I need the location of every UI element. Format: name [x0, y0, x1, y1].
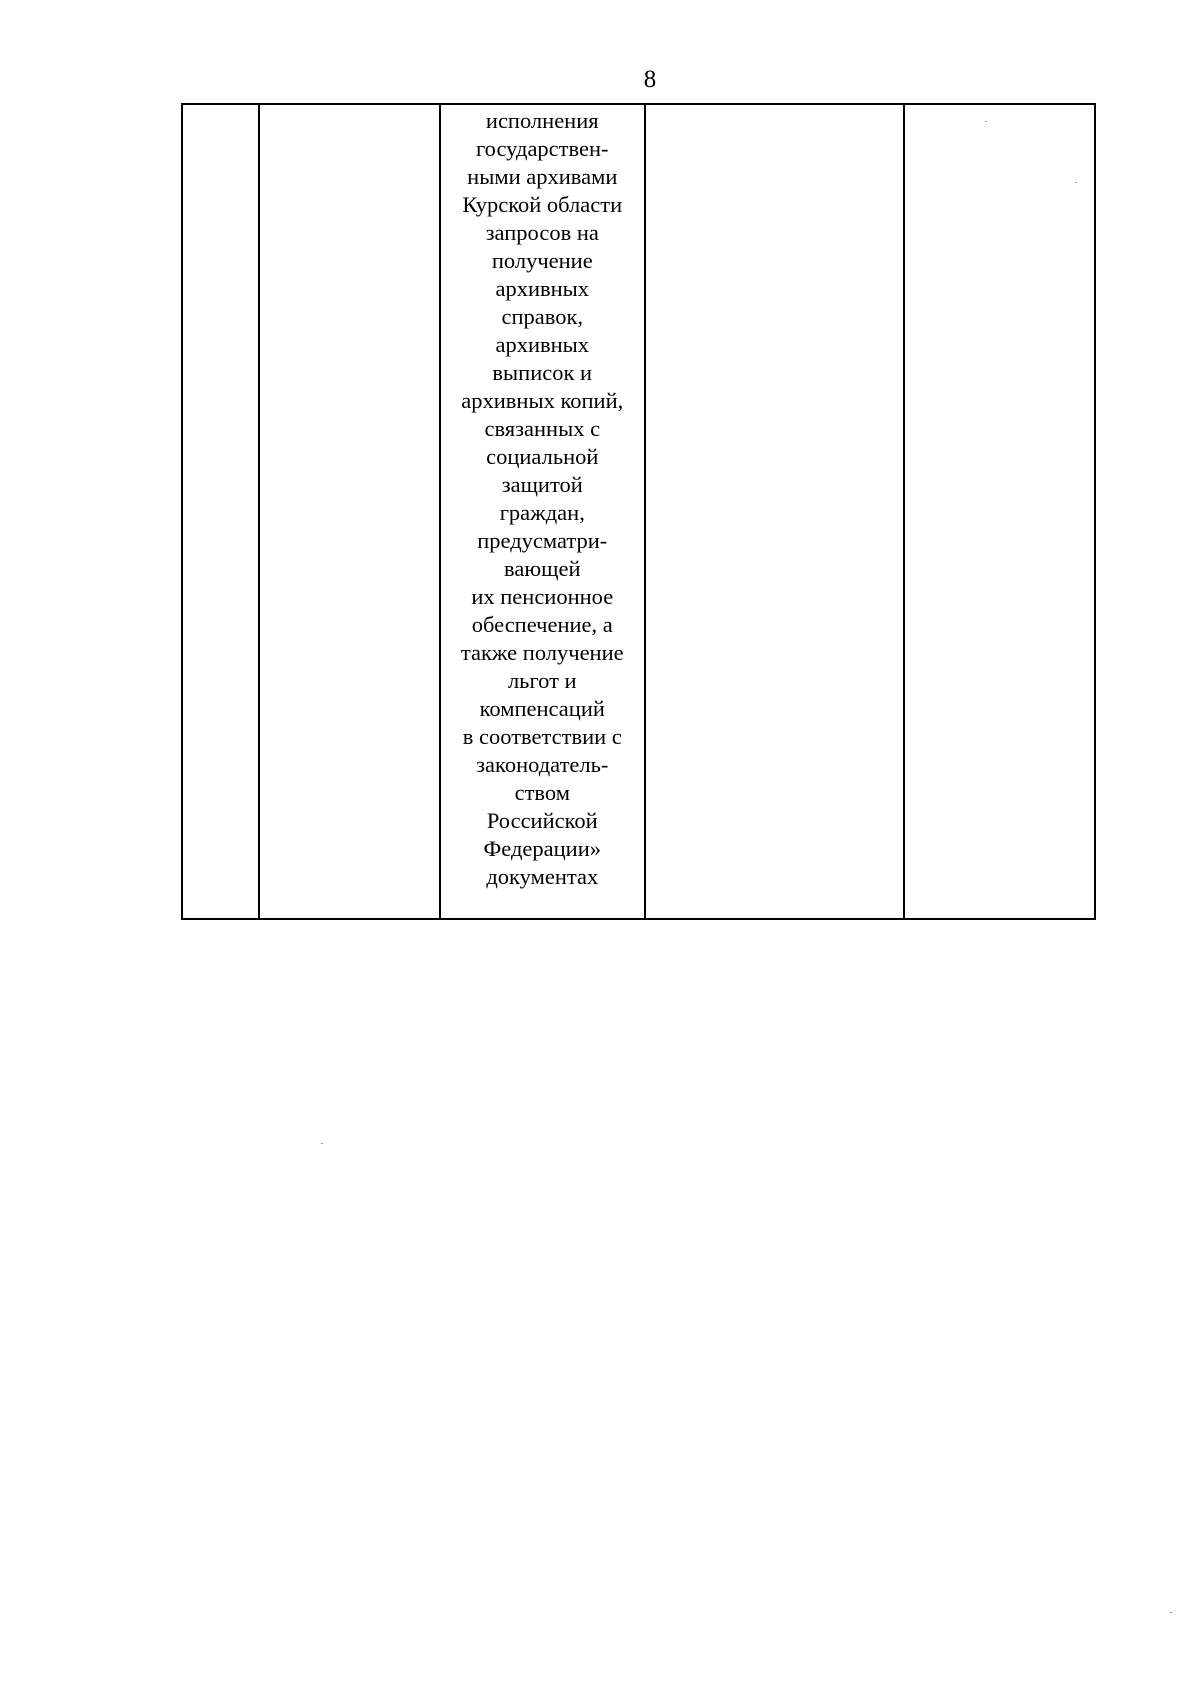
- text-line: архивных: [495, 332, 590, 357]
- text-line: Российской: [486, 808, 598, 833]
- text-line: архивных: [495, 276, 590, 301]
- text-line: связанных с: [484, 416, 601, 441]
- text-line: их пенсионное: [471, 584, 614, 609]
- page-number: [0, 66, 1200, 94]
- text-line: вающей: [504, 556, 581, 581]
- text-line: ством: [514, 780, 570, 805]
- scan-speck: [1075, 182, 1077, 183]
- text-line: обеспечение, а: [471, 612, 613, 637]
- text-line: запросов на: [485, 220, 599, 245]
- table-cell-4: [645, 104, 904, 919]
- text-line: получение: [491, 248, 593, 273]
- service-description-text: [441, 105, 644, 891]
- text-line: законодатель-: [476, 752, 609, 777]
- text-line: в соответствии с: [462, 724, 622, 749]
- table-row: [182, 104, 1095, 919]
- text-line: компенсаций: [479, 696, 605, 721]
- table-cell-1: [182, 104, 259, 919]
- text-line: льгот и: [507, 668, 577, 693]
- page-number-text: 8: [643, 66, 657, 93]
- text-line: исполнения: [485, 108, 599, 133]
- text-line: граждан,: [499, 500, 585, 525]
- text-line: Курской области: [462, 192, 623, 217]
- scan-speck: [321, 1143, 323, 1144]
- text-line: справок,: [501, 304, 584, 329]
- text-line: архивных копий,: [461, 388, 624, 413]
- text-line: документах: [486, 864, 599, 889]
- scan-speck: [1170, 1612, 1172, 1613]
- scan-speck: [985, 121, 987, 122]
- continuation-table: [181, 103, 1096, 920]
- text-line: государствен-: [476, 136, 609, 161]
- table-cell-2: [259, 104, 439, 919]
- text-line: Федерации»: [483, 836, 602, 861]
- table-cell-5: [904, 104, 1095, 919]
- text-line: также получение: [460, 640, 624, 665]
- text-line: предусматри-: [477, 528, 608, 553]
- text-line: защитой: [501, 472, 583, 497]
- text-line: выписок и: [492, 360, 593, 385]
- text-line: социальной: [486, 444, 599, 469]
- text-line: ными архивами: [467, 164, 618, 189]
- table-cell-3: [440, 104, 645, 919]
